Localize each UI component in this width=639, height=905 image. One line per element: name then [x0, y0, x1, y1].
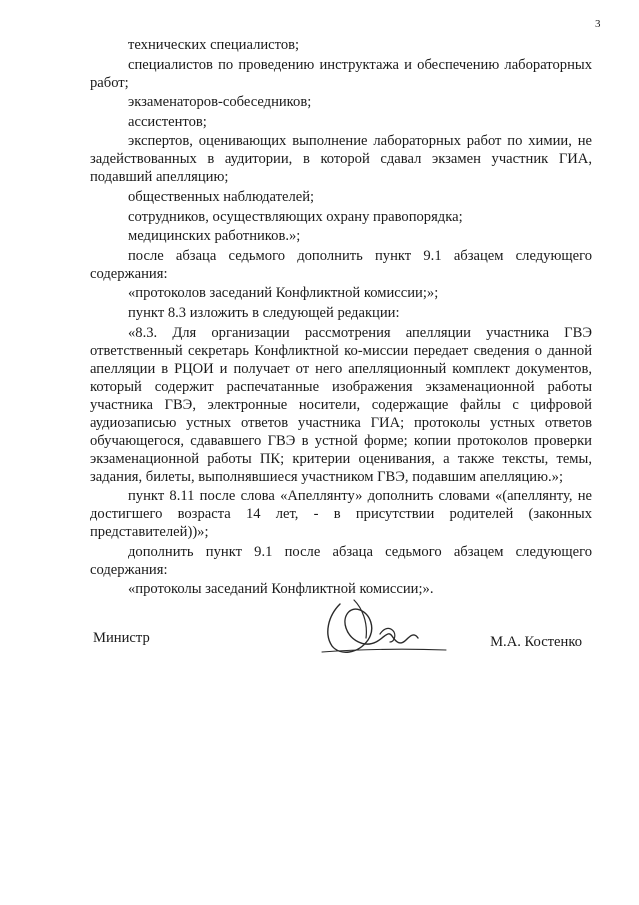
page-number: 3: [595, 18, 601, 30]
paragraph: пункт 8.11 после слова «Апеллянту» дополнить словами «(апеллянту, не достигшего возраста 14 лет, - в присутствии родителей (законных представителей))»;: [90, 488, 592, 541]
document-body: [90, 36, 592, 600]
paragraph: «протоколов заседаний Конфликтной комиссии;»;: [128, 285, 439, 302]
signer-title: Министр: [93, 630, 150, 646]
paragraph: экзаменаторов-собеседников;: [128, 94, 312, 111]
paragraph: пункт 8.3 изложить в следующей редакции:: [128, 304, 400, 321]
paragraph: «протоколы заседаний Конфликтной комиссии;».: [128, 581, 434, 598]
paragraph: после абзаца седьмого дополнить пункт 9.1 абзацем следующего содержания:: [90, 247, 592, 282]
paragraph: сотрудников, осуществляющих охрану правопорядка;: [128, 208, 463, 225]
handwritten-signature: [310, 594, 450, 666]
paragraph: дополнить пункт 9.1 после абзаца седьмого абзацем следующего содержания:: [90, 543, 592, 578]
paragraph: медицинских работников.»;: [128, 228, 301, 245]
paragraph: «8.3. Для организации рассмотрения апелляции участника ГВЭ ответственный секретарь Конфликтной ко-миссии передает сведения о данной апелляции в РЦОИ и получает от него апелляционный комплект документов, который содержит распечатанные изображения экзаменационной работы участника ГВЭ, электронные носители, содержащие файлы с цифровой аудиозаписью устных ответов участника ГИА; протоколы устных ответов обучающегося, сдававшего ГВЭ в устной форме; копии протоколов проверки экзаменационной работы ПК; критерии оценивания, а также тексты, темы, задания, билеты, выполнявшиеся участником ГВЭ, подавшим апелляцию.»;: [90, 324, 592, 485]
paragraph: ассистентов;: [128, 113, 207, 130]
paragraph: технических специалистов;: [128, 37, 300, 53]
signature-block: [90, 594, 592, 674]
paragraph: экспертов, оценивающих выполнение лабораторных работ по химии, не задействованных в аудитории, в которой сдавал экзамен участник ГИА, подавший апелляцию;: [90, 133, 592, 186]
paragraph: специалистов по проведению инструктажа и обеспечению лабораторных работ;: [90, 56, 592, 91]
paragraph: общественных наблюдателей;: [128, 188, 315, 205]
signer-name: М.А. Костенко: [490, 634, 582, 650]
